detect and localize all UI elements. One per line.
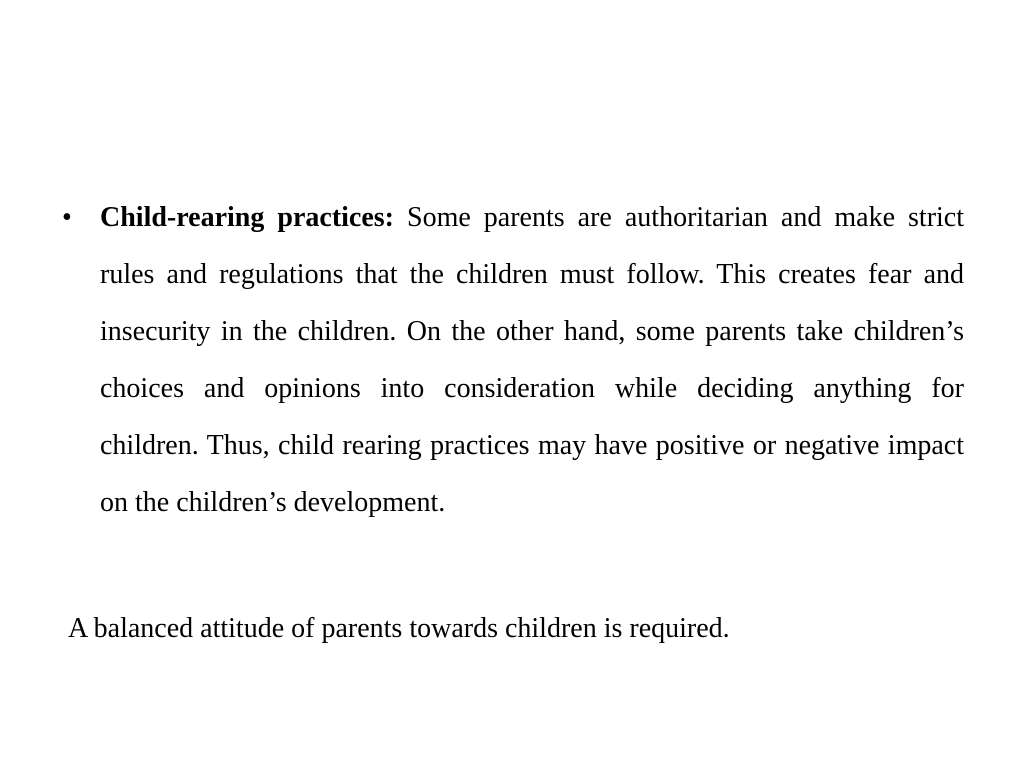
bullet-marker: • [62,202,72,233]
bullet-paragraph [100,189,964,531]
bullet-item [58,189,964,531]
bullet-heading: Child-rearing practices: [100,202,394,233]
closing-statement: A balanced attitude of parents towards children is required. [68,613,730,644]
bullet-body: Some parents are authoritarian and make strict rules and regulations that the children must follow. This creates fear and insecurity in the children. On the other hand, some parents take children’s choices and opinions into consideration while deciding anything for children. Thus, child rearing practices may have positive or negative impact on the children’s development. [100,202,964,518]
